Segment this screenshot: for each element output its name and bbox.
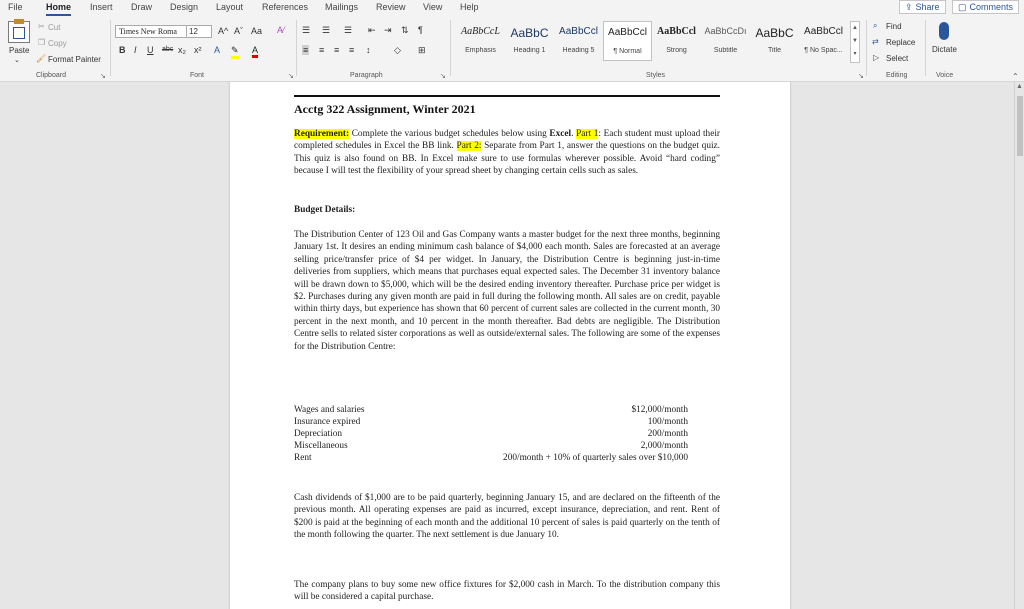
share-label: Share [915,2,940,12]
comments-label: Comments [969,2,1014,12]
tab-draw[interactable]: Draw [131,2,153,12]
title-rule [294,95,720,97]
style-strong[interactable] [652,21,701,61]
styles-gallery-scroll[interactable]: ▲ ▼ ▾ [850,21,860,63]
tab-design[interactable]: Design [170,2,199,12]
tab-layout[interactable]: Layout [216,2,244,12]
expense-name: Miscellaneous [294,441,348,451]
style-sample: AaBbCcL [461,26,500,37]
share-icon: ⇪ [905,1,913,12]
style-sample: AaBbC [510,26,549,40]
style-name: Title [768,47,781,54]
styles-group-label: Styles [646,72,666,79]
tab-help[interactable]: Help [460,2,479,12]
style-name: ¶ Normal [613,48,642,55]
req-text-4: Separate from Part 1, answer the questions on the budget quiz. This quiz is also found on BB. In Excel make sure to use formulas wherever possible. Avoid “hard coding” because I will test the flexibility of your spread sheet by changing certain cells such as sales. [294,141,720,177]
multilevel-list-icon[interactable]: ☰ [344,25,353,35]
style-sample: AaBbC [755,26,794,40]
style-sample: AaBbCcl [804,26,843,37]
document-canvas [0,82,1014,609]
fixtures-paragraph: The company plans to buy some new office fixtures for $2,000 cash in March. To the distribution company this will be considered a capital purchase. [294,580,720,603]
decrease-indent-icon[interactable]: ⇤ [368,25,376,35]
expense-name: Insurance expired [294,417,361,427]
increase-indent-icon[interactable]: ⇥ [384,25,392,35]
cut-button[interactable]: Cut [48,23,61,32]
expense-value: $12,000/month [631,405,688,415]
align-center-icon[interactable]: ≡ [319,45,325,55]
paste-button[interactable]: Paste [9,46,30,55]
style-emphasis[interactable] [456,21,505,61]
requirement-paragraph [294,128,720,178]
tab-file[interactable]: File [8,2,23,12]
font-size-input[interactable] [186,25,212,38]
style-name: Emphasis [465,47,496,54]
expense-value: 200/month [647,429,688,439]
ribbon-tab-bar [0,0,1024,16]
tab-insert[interactable]: Insert [90,2,113,12]
align-left-icon[interactable]: ≡ [303,45,309,55]
superscript-button[interactable]: x² [194,45,202,55]
clear-formatting-icon[interactable]: A⁄ [277,25,285,35]
scroll-thumb[interactable] [1017,96,1023,156]
expense-value: 100/month [647,417,688,427]
excel-bold: Excel [549,129,572,139]
scroll-up-icon[interactable]: ▲ [1016,83,1023,90]
align-right-icon[interactable]: ≡ [334,45,340,55]
styles-launcher-icon[interactable]: ↘ [858,73,864,80]
expense-name: Rent [294,453,312,463]
tab-review[interactable]: Review [376,2,406,12]
dividends-paragraph: Cash dividends of $1,000 are to be paid quarterly, beginning January 15, and are declared on the fifteenth of the previous month. All operating expenses are paid as incurred, except insurance, depreciation, and rent. Rent of $200 is paid at the beginning of each month and the additional 10 percent of sales is paid quarterly on the tenth of the month following the quarter. The next settlement is due January 10. [294,493,720,541]
style-sample: AaBbCcl [608,27,647,38]
style-heading-1[interactable] [505,21,554,61]
style-sample: AaBbCcDı [704,26,747,36]
select-button[interactable]: Select [886,54,909,63]
italic-button[interactable]: I [134,45,137,55]
font-group-label: Font [190,72,205,79]
justify-icon[interactable]: ≡ [349,45,355,55]
format-painter-icon: 🖌 [36,54,47,63]
style-heading-5[interactable] [554,21,603,61]
req-text-2: . [571,129,577,139]
bullets-icon[interactable]: ☰ [302,25,311,35]
part1-label: Part 1 [576,129,599,139]
expense-value: 200/month + 10% of quarterly sales over $10,000 [503,453,688,463]
document-title: Acctg 322 Assignment, Winter 2021 [294,102,476,116]
style-name: ¶ No Spac... [804,47,843,54]
tab-mailings[interactable]: Mailings [325,2,359,12]
editing-group-label: Editing [886,72,908,79]
replace-icon: ⇄ [872,37,879,46]
style-normal[interactable] [603,21,652,61]
styles-gallery [456,21,848,63]
cut-icon: ✂ [38,22,45,31]
expense-name: Depreciation [294,429,343,439]
text-effects-icon[interactable]: A [214,45,221,55]
highlight-color-icon[interactable]: ✎ [231,45,239,59]
voice-group-label: Voice [936,72,954,79]
style-name: Heading 5 [562,47,595,54]
show-marks-button[interactable]: ¶ [418,25,423,35]
comment-icon: ▢ [958,1,967,12]
part2-label: Part 2: [456,141,482,152]
tab-view[interactable]: View [423,2,443,12]
budget-details-heading: Budget Details: [294,205,356,215]
copy-icon: ❐ [38,38,46,47]
expense-value: 2,000/month [640,441,688,451]
style-sample: AaBbCcl [559,26,598,37]
font-size-value: 12 [189,27,198,36]
font-color-icon[interactable]: A [252,45,258,58]
borders-icon[interactable]: ⊞ [418,45,426,55]
find-icon: ⌕ [873,21,878,30]
comments-button[interactable] [952,0,1019,14]
paragraph-launcher-icon[interactable]: ↘ [440,73,446,80]
subscript-button[interactable]: x₂ [178,45,186,55]
copy-button[interactable]: Copy [48,39,67,48]
style-name: Subtitle [713,47,738,54]
budget-details-paragraph: The Distribution Center of 123 Oil and Gas Company wants a master budget for the next three months, beginning January 1st. It desires an ending minimum cash balance of $4,000 each month. Sales are forecasted at an average selling price/transfer price of $4 per widget. In January, the Distribution Centre is beginning just-in-time deliveries from suppliers, which means that purchases equal expected sales. The December 31 inventory balance will be drawn down to $5,000, which will be the desired ending inventory thereafter. Purchase price per widget is $2. Purchases during any given month are paid in full during the following month. All sales are on credit, payable within thirty days, but experience has shown that 60 percent of current sales are collected in the current month, 30 percent in the next month, and 10 percent in the month thereafter. Bad debts are negligible. The Distribution Centre sells to related sister corporations as well as outside/external sales. The following are some of the expenses for the Distribution Centre: [294,230,720,352]
style-title[interactable] [750,21,799,61]
strikethrough-button[interactable]: abc [162,46,174,53]
ribbon [0,16,1024,82]
clipboard-group-label: Clipboard [36,72,66,79]
requirement-label: Requirement: [294,129,350,139]
underline-button[interactable]: U [147,45,154,55]
microphone-icon[interactable] [939,22,949,40]
bold-button[interactable]: B [119,45,126,55]
style-subtitle[interactable] [701,21,750,61]
paragraph-group-label: Paragraph [350,72,383,79]
shrink-font-button[interactable]: Aˇ [234,26,243,36]
share-button[interactable] [899,0,946,14]
style-no-spacing[interactable] [799,21,848,61]
numbering-icon[interactable]: ☰ [322,25,331,35]
sort-icon[interactable]: ⇅ [401,25,409,35]
clipboard-launcher-icon[interactable]: ↘ [100,73,106,80]
style-sample: AaBbCcl [657,26,696,37]
format-painter-button[interactable]: Format Painter [48,55,101,64]
shading-icon[interactable]: ◇ [394,45,401,55]
tab-home[interactable]: Home [46,2,72,12]
font-launcher-icon[interactable]: ↘ [288,73,294,80]
line-spacing-icon[interactable]: ↕ [366,45,371,55]
select-icon: ▷ [873,53,880,62]
req-text-3: : Each student must upload their completed schedules in Excel the BB link. [294,129,721,152]
paste-icon[interactable] [8,21,30,43]
dictate-button[interactable]: Dictate [932,45,957,54]
req-text-1: Complete the various budget schedules below using [349,129,550,139]
expense-name: Wages and salaries [294,405,365,415]
grow-font-button[interactable]: A^ [218,26,229,36]
font-name-value: Times New Roma [119,27,177,36]
find-button[interactable]: Find [886,22,902,31]
replace-button[interactable]: Replace [886,38,916,47]
vertical-scrollbar[interactable] [1014,82,1024,609]
style-name: Heading 1 [513,47,546,54]
style-name: Strong [666,47,687,54]
tab-references[interactable]: References [262,2,309,12]
change-case-button[interactable]: Aa [251,26,263,36]
collapse-ribbon-icon[interactable]: ⌃ [1012,72,1019,81]
paste-dropdown-icon[interactable]: ⌄ [14,57,20,64]
document-page[interactable] [230,82,790,609]
